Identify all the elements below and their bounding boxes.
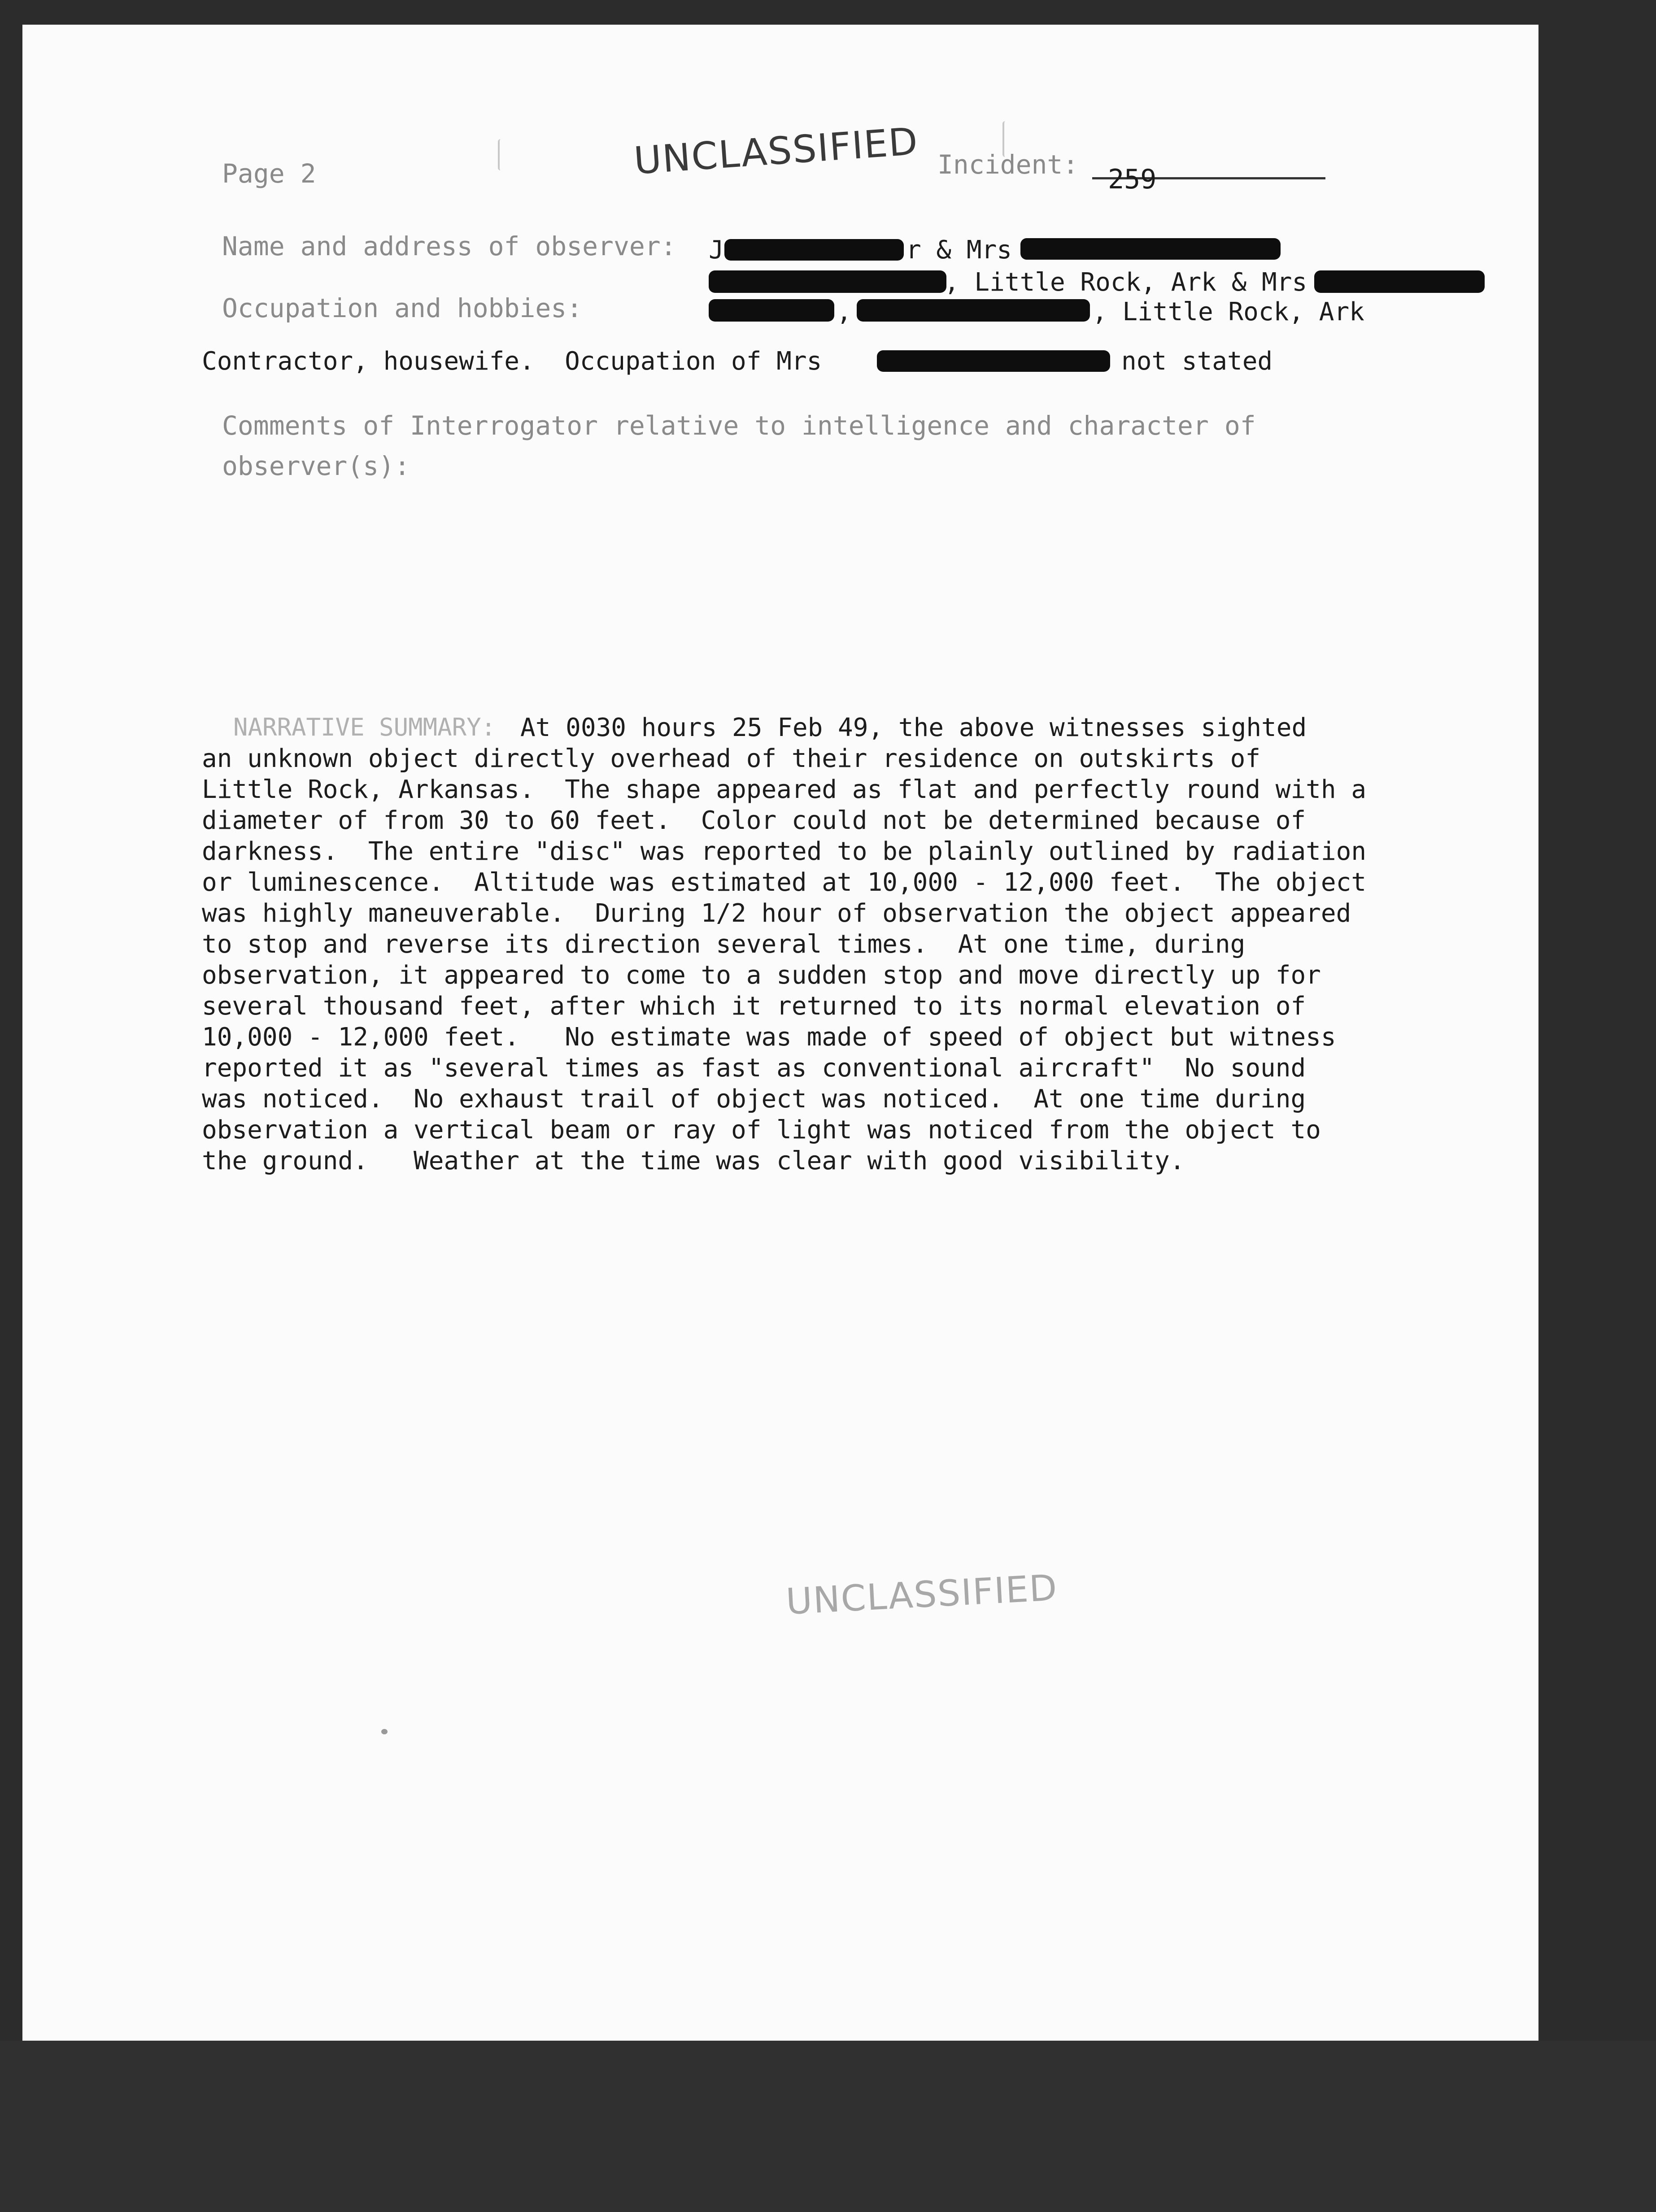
redaction-bar bbox=[857, 299, 1090, 322]
unclassified-stamp-top: UNCLASSIFIED bbox=[632, 119, 920, 183]
narrative-line: was noticed. No exhaust trail of object was noticed. At one time during bbox=[202, 1084, 1306, 1114]
observer-address-line-2: , Little Rock, Ark & Mrs bbox=[944, 268, 1307, 297]
document-sheet bbox=[22, 25, 1538, 2065]
redaction-bar bbox=[709, 270, 946, 293]
comma: , bbox=[837, 297, 852, 327]
unclassified-stamp-bottom: UNCLASSIFIED bbox=[785, 1567, 1059, 1623]
scan-bottom-edge bbox=[0, 2041, 1656, 2212]
observer-name-label: Name and address of observer: bbox=[222, 231, 676, 261]
narrative-line: to stop and reverse its direction several times. At one time, during bbox=[202, 930, 1246, 959]
narrative-line: reported it as "several times as fast as conventional aircraft" No sound bbox=[202, 1054, 1306, 1083]
occupation-label: Occupation and hobbies: bbox=[222, 293, 583, 323]
narrative-line: observation, it appeared to come to a sudden stop and move directly up for bbox=[202, 961, 1321, 990]
incident-number: 259 bbox=[1108, 164, 1157, 195]
redaction-bar bbox=[724, 239, 904, 261]
observer-name-suffix: r & Mrs bbox=[906, 235, 1012, 265]
incident-label: Incident: bbox=[937, 149, 1079, 180]
observer-initial: J bbox=[709, 235, 724, 265]
redaction-bar bbox=[877, 350, 1110, 372]
narrative-line: observation a vertical beam or ray of light was noticed from the object to bbox=[202, 1115, 1321, 1145]
redaction-bar bbox=[1020, 238, 1281, 260]
redaction-bar bbox=[709, 299, 834, 322]
narrative-line: darkness. The entire "disc" was reported to be plainly outlined by radiation bbox=[202, 837, 1367, 866]
narrative-line: diameter of from 30 to 60 feet. Color could not be determined because of bbox=[202, 806, 1306, 835]
redaction-bar bbox=[1314, 270, 1485, 293]
occupation-value: Contractor, housewife. Occupation of Mrs bbox=[202, 347, 822, 376]
narrative-line: 10,000 - 12,000 feet. No estimate was made of speed of object but witness bbox=[202, 1023, 1336, 1052]
narrative-label: NARRATIVE SUMMARY: bbox=[233, 713, 496, 741]
narrative-line: At 0030 hours 25 Feb 49, the above witnesses sighted bbox=[520, 713, 1307, 742]
narrative-line: or luminescence. Altitude was estimated at 10,000 - 12,000 feet. The object bbox=[202, 868, 1367, 897]
narrative-line: the ground. Weather at the time was clear with good visibility. bbox=[202, 1146, 1185, 1176]
comments-label-line-2: observer(s): bbox=[222, 451, 410, 481]
scan-speck bbox=[381, 1729, 388, 1734]
scan-speck bbox=[1002, 121, 1008, 157]
page-label: Page 2 bbox=[222, 158, 316, 189]
scan-speck bbox=[498, 139, 503, 170]
comments-label-line-1: Comments of Interrogator relative to intelligence and character of bbox=[222, 410, 1256, 441]
narrative-line: Little Rock, Arkansas. The shape appeared as flat and perfectly round with a bbox=[202, 775, 1367, 804]
narrative-line: several thousand feet, after which it returned to its normal elevation of bbox=[202, 992, 1306, 1021]
narrative-line: was highly maneuverable. During 1/2 hour of observation the object appeared bbox=[202, 899, 1351, 928]
observer-address-line-3: , Little Rock, Ark bbox=[1092, 297, 1364, 327]
narrative-line: an unknown object directly overhead of their residence on outskirts of bbox=[202, 744, 1261, 773]
occupation-not-stated: not stated bbox=[1121, 347, 1273, 376]
